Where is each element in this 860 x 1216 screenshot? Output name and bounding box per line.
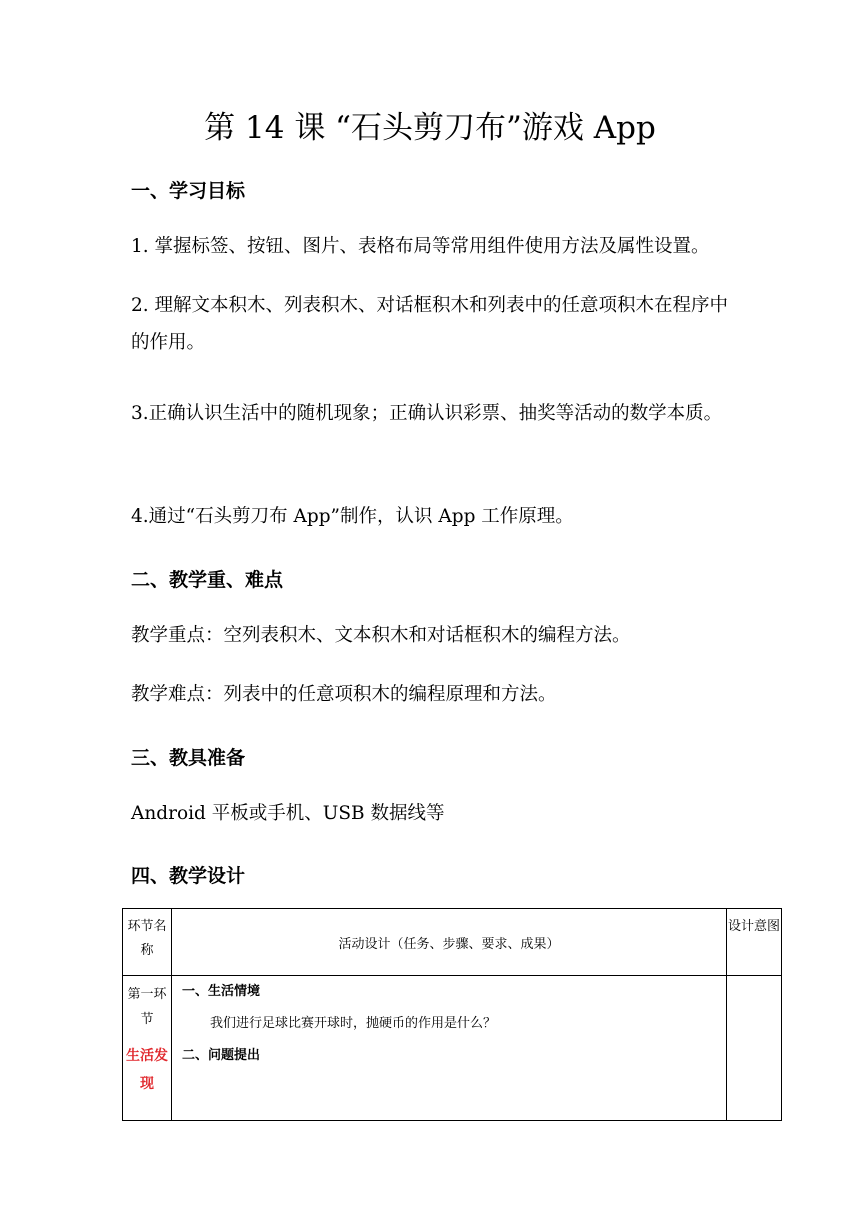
section-heading-key-points: 二、教学重、难点: [131, 569, 284, 591]
header-stage-name: 环节名称: [123, 909, 172, 976]
stage-cell: [123, 976, 172, 1121]
stage-name: 生活发现: [126, 1048, 168, 1092]
intent-cell: [727, 976, 782, 1121]
activity-subheading-1: 一、生活情境: [182, 984, 261, 999]
materials-text: Android 平板或手机、USB 数据线等: [131, 803, 445, 824]
stage-label: 第一环节: [127, 987, 167, 1027]
key-point-text: 教学重点：空列表积木、文本积木和对话框积木的编程方法。: [131, 625, 631, 646]
section-heading-objectives: 一、学习目标: [131, 180, 246, 202]
header-design-intent: 设计意图: [727, 909, 782, 976]
activity-cell: [172, 976, 727, 1121]
header-activity-design: 活动设计（任务、步骤、要求、成果）: [172, 909, 727, 976]
page-title: 第 14 课 “石头剪刀布”游戏 App: [204, 110, 656, 146]
objective-item-3: 3.正确认识生活中的随机现象；正确认识彩票、抽奖等活动的数学本质。: [131, 403, 723, 424]
table-header-row: [123, 909, 782, 976]
activity-question: 我们进行足球比赛开球时，抛硬币的作用是什么？: [210, 1016, 497, 1031]
difficulty-text: 教学难点：列表中的任意项积木的编程原理和方法。: [131, 684, 557, 705]
section-heading-design: 四、教学设计: [131, 865, 246, 887]
activity-subheading-2: 二、问题提出: [182, 1048, 261, 1063]
objective-item-4: 4.通过“石头剪刀布 App”制作，认识 App 工作原理。: [131, 506, 574, 527]
teaching-design-table: [122, 908, 782, 1121]
table-row: [123, 976, 782, 1121]
section-heading-materials: 三、教具准备: [131, 747, 246, 769]
objective-item-2: 2. 理解文本积木、列表积木、对话框积木和列表中的任意项积木在程序中的作用。: [131, 295, 729, 353]
objective-item-1: 1. 掌握标签、按钮、图片、表格布局等常用组件使用方法及属性设置。: [131, 236, 710, 257]
